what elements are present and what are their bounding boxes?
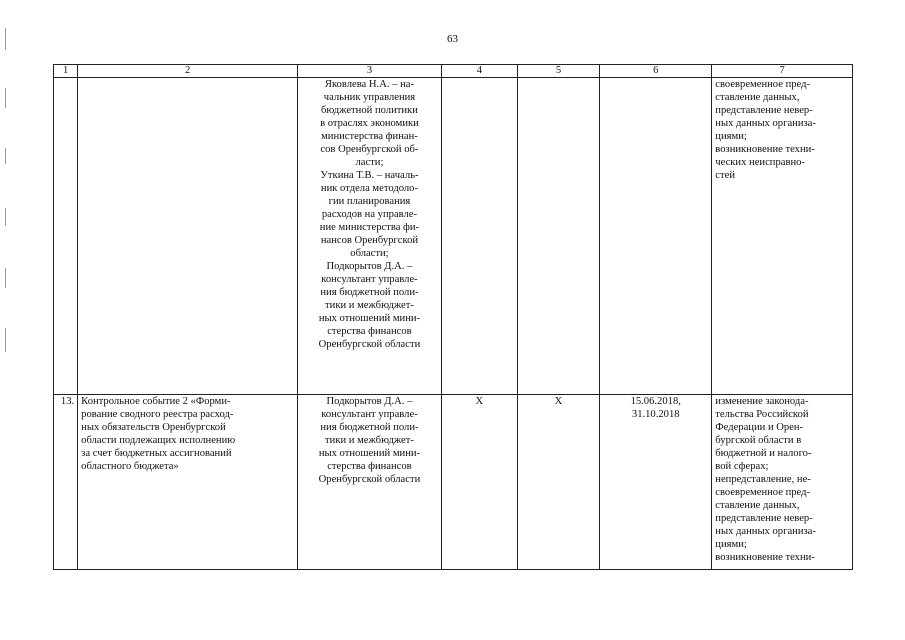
responsible-persons: Подкорытов Д.А. – консультант управле- ния бюджетной поли- тики и межбюджет- ных отношений мини- стерства финансов Оренбургской области — [297, 395, 441, 570]
risks: изменение законода- тельства Российской Федерации и Орен- бургской области в бюджетной и налого- вой сферах; непредставление, не- своевременное пред- ставление данных, представление невер- ных данных организа- циями; возникновение техни- — [712, 395, 853, 570]
column-number: 2 — [78, 65, 298, 78]
responsible-persons: Яковлева Н.А. – на- чальник управления бюджетной политики в отраслях экономики министерства финан- сов Оренбургской об- ласти; Уткина Т.В. – началь- ник отдела методоло- гии планирования расходов на управле- ние министерства фи- нансов Оренбургской области; Подкорытов Д.А. – консультант управле- ния бюджетной поли- тики и межбюджет- ных отношений мини- стерства финансов Оренбургской области — [297, 78, 441, 395]
row-number: 13. — [54, 395, 78, 570]
column-number-row — [54, 65, 853, 78]
column-number: 4 — [441, 65, 517, 78]
risks: своевременное пред- ставление данных, представление невер- ных данных организа- циями; возникновение техни- ческих неисправно- стей — [712, 78, 853, 395]
column-number: 5 — [517, 65, 599, 78]
column-5-value: Х — [517, 395, 599, 570]
event-name: Контрольное событие 2 «Форми- рование сводного реестра расход- ных обязательств Оренбургской области подлежащих исполнению за счет бюджетных ассигнований областного бюджета» — [78, 395, 298, 570]
column-number: 6 — [600, 65, 712, 78]
column-number: 1 — [54, 65, 78, 78]
column-number: 3 — [297, 65, 441, 78]
column-4-value: Х — [441, 395, 517, 570]
scan-margin-marks — [5, 28, 7, 358]
table-row — [54, 395, 853, 570]
table-row — [54, 78, 853, 395]
column-number: 7 — [712, 65, 853, 78]
plan-table — [53, 64, 853, 570]
page-number: 63 — [447, 33, 458, 45]
column-5-value — [517, 78, 599, 395]
event-name — [78, 78, 298, 395]
event-dates: 15.06.2018, 31.10.2018 — [600, 395, 712, 570]
row-number — [54, 78, 78, 395]
event-dates — [600, 78, 712, 395]
column-4-value — [441, 78, 517, 395]
